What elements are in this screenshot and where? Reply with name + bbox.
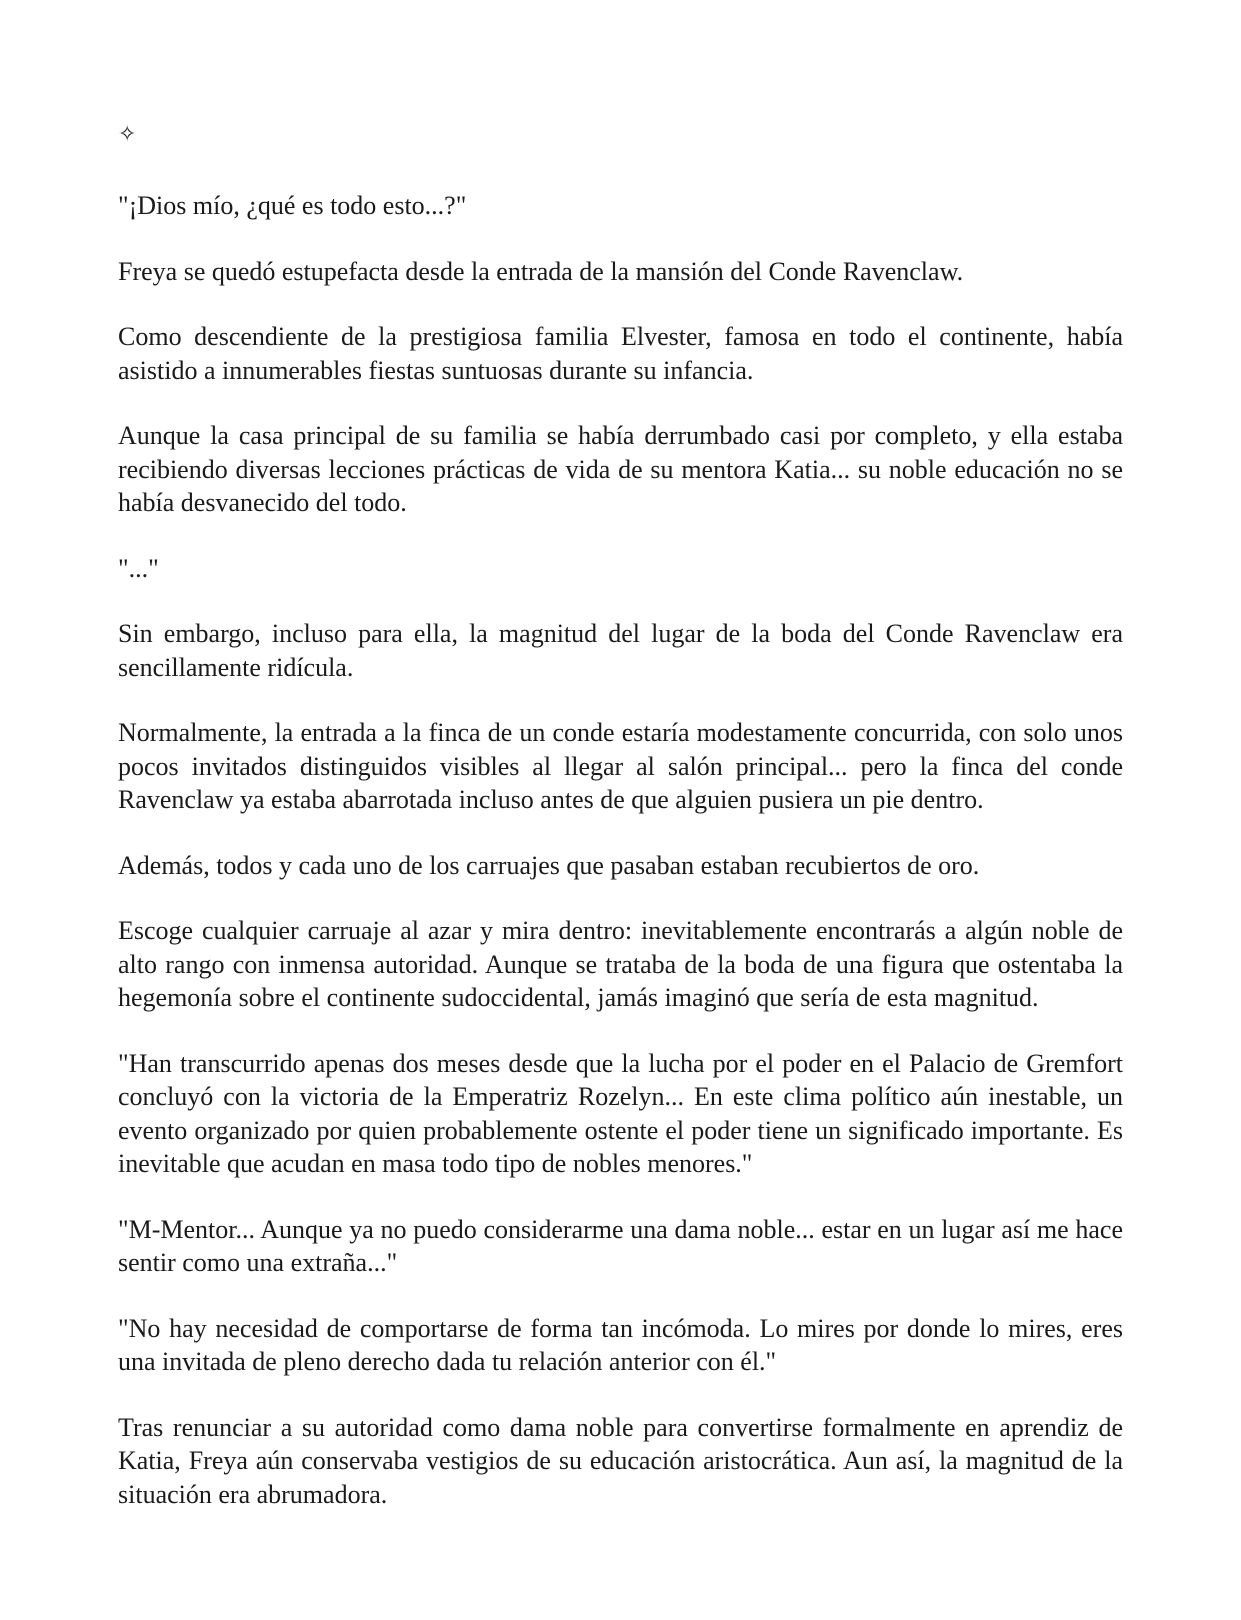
- paragraph-9: Escoge cualquier carruaje al azar y mira dentro: inevitablemente encontrarás a algún noble de alto rango con inmensa autoridad. Aunque se trataba de la boda de una figura que ostentaba la hegemonía sobre el continente sudoccidental, jamás imaginó que sería de esta magnitud.: [118, 916, 1123, 1012]
- paragraph-6: Sin embargo, incluso para ella, la magnitud del lugar de la boda del Conde Ravenclaw era sencillamente ridícula.: [118, 619, 1123, 682]
- document-page: [118, 118, 1123, 1543]
- paragraph-11: "M-Mentor... Aunque ya no puedo considerarme una dama noble... estar en un lugar así me hace sentir como una extraña...": [118, 1214, 1123, 1277]
- paragraph-7: Normalmente, la entrada a la finca de un conde estaría modestamente concurrida, con solo unos pocos invitados distinguidos visibles al llegar al salón principal... pero la finca del conde Ravenclaw ya estaba abarrotada incluso antes de que alguien pusiera un pie dentro.: [118, 718, 1123, 814]
- sparkle-separator-icon: ✧: [118, 122, 137, 147]
- paragraph-13: Tras renunciar a su autoridad como dama noble para convertirse formalmente en aprendiz de Katia, Freya aún conservaba vestigios de su educación aristocrática. Aun así, la magnitud de la situación era abrumadora.: [118, 1412, 1123, 1509]
- paragraph-3: Como descendiente de la prestigiosa familia Elvester, famosa en todo el continente, había asistido a innumerables fiestas suntuosas durante su infancia.: [118, 322, 1123, 385]
- paragraph-4: Aunque la casa principal de su familia se había derrumbado casi por completo, y ella estaba recibiendo diversas lecciones prácticas de vida de su mentora Katia... su noble educación no se había desvanecido del todo.: [118, 421, 1123, 517]
- paragraph-8: Además, todos y cada uno de los carruajes que pasaban estaban recubiertos de oro.: [118, 850, 980, 880]
- paragraph-2: Freya se quedó estupefacta desde la entrada de la mansión del Conde Ravenclaw.: [118, 256, 964, 286]
- paragraph-12: "No hay necesidad de comportarse de forma tan incómoda. Lo mires por donde lo mires, eres una invitada de pleno derecho dada tu relación anterior con él.": [118, 1313, 1123, 1376]
- paragraph-5: "...": [118, 553, 159, 583]
- paragraph-1: "¡Dios mío, ¿qué es todo esto...?": [118, 191, 467, 220]
- paragraph-10: "Han transcurrido apenas dos meses desde que la lucha por el poder en el Palacio de Gremfort concluyó con la victoria de la Emperatriz Rozelyn... En este clima político aún inestable, un evento organizado por quien probablemente ostente el poder tiene un significado importante. Es inevitable que acudan en masa todo tipo de nobles menores.": [118, 1048, 1123, 1178]
